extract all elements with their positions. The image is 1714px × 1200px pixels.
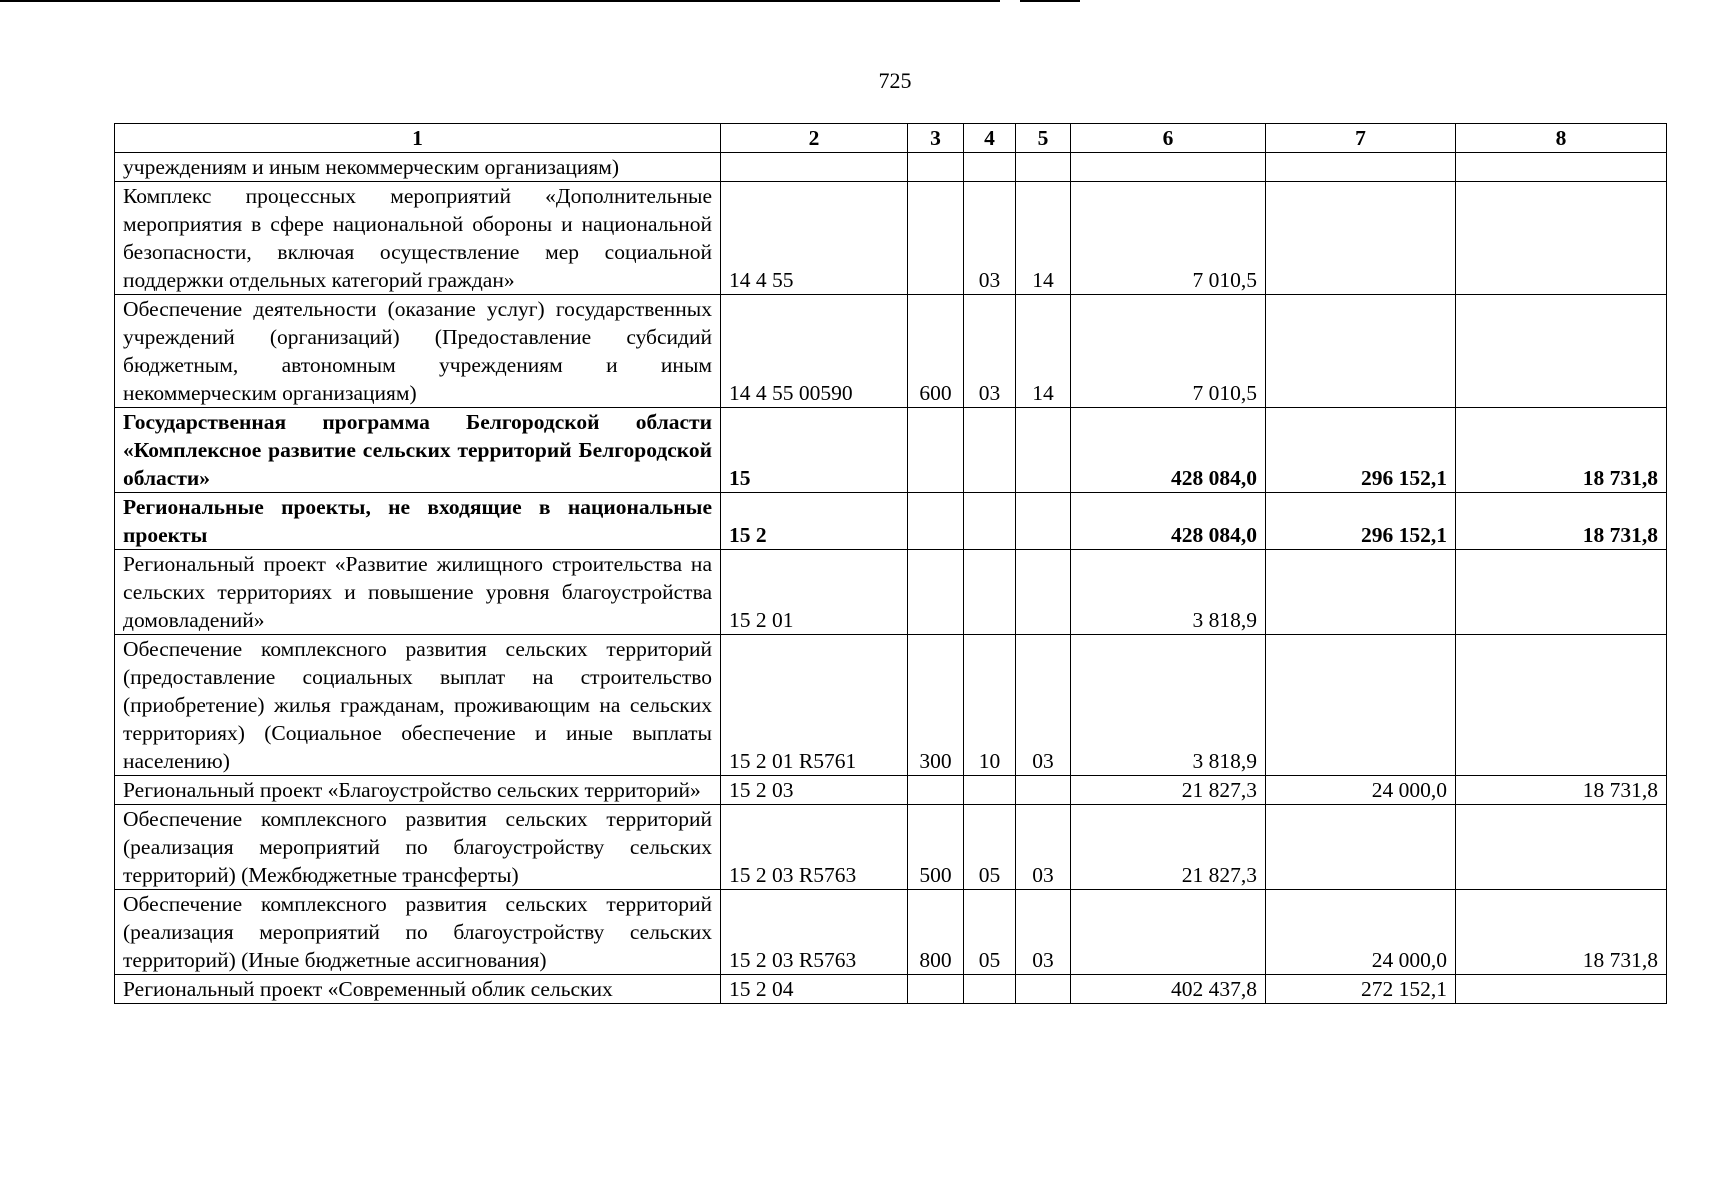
row-expense-type-cell xyxy=(908,153,964,182)
row-expense-type-cell: 600 xyxy=(908,295,964,408)
row-amount-cell: 21 827,3 xyxy=(1071,776,1266,805)
row-amount-cell xyxy=(1456,182,1667,295)
row-amount-cell: 24 000,0 xyxy=(1266,890,1456,975)
row-subsection-cell xyxy=(1016,153,1071,182)
row-section-cell: 03 xyxy=(964,182,1016,295)
row-section-cell: 05 xyxy=(964,890,1016,975)
row-amount-cell xyxy=(1266,635,1456,776)
scan-edge-line xyxy=(0,0,1000,2)
row-expense-type-cell: 300 xyxy=(908,635,964,776)
table-row xyxy=(115,153,1667,182)
row-subsection-cell xyxy=(1016,493,1071,550)
row-subsection-cell: 14 xyxy=(1016,182,1071,295)
row-section-cell xyxy=(964,408,1016,493)
row-name-cell: Обеспечение комплексного развития сельских территорий (реализация мероприятий по благоустройству сельских территорий) (Межбюджетные трансферты) xyxy=(115,805,721,890)
row-section-cell xyxy=(964,550,1016,635)
column-header: 7 xyxy=(1266,124,1456,153)
row-amount-cell: 428 084,0 xyxy=(1071,493,1266,550)
row-expense-type-cell xyxy=(908,493,964,550)
scan-edge-line xyxy=(1020,0,1080,2)
row-name-cell: Обеспечение комплексного развития сельских территорий (предоставление социальных выплат на строительство (приобретение) жилья гражданам, проживающим на сельских территориях) (Социальное обеспечение и иные выплаты населению) xyxy=(115,635,721,776)
row-expense-type-cell: 800 xyxy=(908,890,964,975)
row-section-cell: 05 xyxy=(964,805,1016,890)
row-amount-cell: 7 010,5 xyxy=(1071,295,1266,408)
row-amount-cell: 272 152,1 xyxy=(1266,975,1456,1004)
row-section-cell xyxy=(964,975,1016,1004)
row-amount-cell xyxy=(1266,153,1456,182)
row-amount-cell xyxy=(1456,153,1667,182)
row-code-cell: 15 2 01 xyxy=(721,550,908,635)
row-expense-type-cell xyxy=(908,776,964,805)
row-expense-type-cell: 500 xyxy=(908,805,964,890)
column-header: 6 xyxy=(1071,124,1266,153)
row-amount-cell: 296 152,1 xyxy=(1266,493,1456,550)
row-section-cell: 10 xyxy=(964,635,1016,776)
row-amount-cell: 3 818,9 xyxy=(1071,550,1266,635)
row-amount-cell: 24 000,0 xyxy=(1266,776,1456,805)
row-expense-type-cell xyxy=(908,408,964,493)
row-name-cell: учреждениям и иным некоммерческим организациям) xyxy=(115,153,721,182)
table-row xyxy=(115,805,1667,890)
table-row xyxy=(115,776,1667,805)
row-code-cell: 15 2 xyxy=(721,493,908,550)
row-subsection-cell xyxy=(1016,975,1071,1004)
page-number: 725 xyxy=(878,68,912,93)
row-amount-cell xyxy=(1266,550,1456,635)
row-expense-type-cell xyxy=(908,550,964,635)
row-amount-cell: 296 152,1 xyxy=(1266,408,1456,493)
row-amount-cell xyxy=(1456,550,1667,635)
row-code-cell: 15 2 04 xyxy=(721,975,908,1004)
column-header: 8 xyxy=(1456,124,1667,153)
row-amount-cell xyxy=(1456,635,1667,776)
column-header: 3 xyxy=(908,124,964,153)
table-row xyxy=(115,975,1667,1004)
row-amount-cell: 18 731,8 xyxy=(1456,493,1667,550)
row-subsection-cell: 03 xyxy=(1016,890,1071,975)
row-subsection-cell: 03 xyxy=(1016,635,1071,776)
row-name-cell: Государственная программа Белгородской области «Комплексное развитие сельских территорий Белгородской области» xyxy=(115,408,721,493)
row-code-cell xyxy=(721,153,908,182)
table-row xyxy=(115,890,1667,975)
table-row xyxy=(115,408,1667,493)
row-amount-cell: 402 437,8 xyxy=(1071,975,1266,1004)
row-amount-cell xyxy=(1266,295,1456,408)
row-code-cell: 15 2 03 xyxy=(721,776,908,805)
row-section-cell xyxy=(964,776,1016,805)
row-subsection-cell xyxy=(1016,408,1071,493)
row-section-cell xyxy=(964,153,1016,182)
row-amount-cell xyxy=(1266,805,1456,890)
row-code-cell: 15 2 03 R5763 xyxy=(721,890,908,975)
table-row xyxy=(115,295,1667,408)
table-row xyxy=(115,635,1667,776)
row-amount-cell xyxy=(1071,153,1266,182)
table-header-row xyxy=(115,124,1667,153)
row-name-cell: Обеспечение деятельности (оказание услуг) государственных учреждений (организаций) (Предоставление субсидий бюджетным, автономным учреждениям и иным некоммерческим организациям) xyxy=(115,295,721,408)
table-body xyxy=(115,153,1667,1004)
row-amount-cell: 3 818,9 xyxy=(1071,635,1266,776)
row-amount-cell: 18 731,8 xyxy=(1456,776,1667,805)
row-amount-cell xyxy=(1456,975,1667,1004)
column-header: 4 xyxy=(964,124,1016,153)
row-code-cell: 14 4 55 00590 xyxy=(721,295,908,408)
row-name-cell: Региональный проект «Развитие жилищного строительства на сельских территориях и повышение уровня благоустройства домовладений» xyxy=(115,550,721,635)
table-row xyxy=(115,493,1667,550)
column-header: 5 xyxy=(1016,124,1071,153)
table-row xyxy=(115,182,1667,295)
row-subsection-cell xyxy=(1016,550,1071,635)
row-name-cell: Региональный проект «Современный облик сельских xyxy=(115,975,721,1004)
row-amount-cell: 18 731,8 xyxy=(1456,890,1667,975)
row-amount-cell xyxy=(1456,805,1667,890)
row-code-cell: 15 xyxy=(721,408,908,493)
row-code-cell: 15 2 03 R5763 xyxy=(721,805,908,890)
column-header: 1 xyxy=(115,124,721,153)
row-amount-cell: 21 827,3 xyxy=(1071,805,1266,890)
row-amount-cell xyxy=(1266,182,1456,295)
row-amount-cell: 18 731,8 xyxy=(1456,408,1667,493)
row-name-cell: Комплекс процессных мероприятий «Дополнительные мероприятия в сфере национальной обороны и национальной безопасности, включая осуществление мер социальной поддержки отдельных категорий граждан» xyxy=(115,182,721,295)
row-name-cell: Обеспечение комплексного развития сельских территорий (реализация мероприятий по благоустройству сельских территорий) (Иные бюджетные ассигнования) xyxy=(115,890,721,975)
row-code-cell: 15 2 01 R5761 xyxy=(721,635,908,776)
row-subsection-cell xyxy=(1016,776,1071,805)
row-amount-cell xyxy=(1071,890,1266,975)
budget-table xyxy=(114,123,1667,1004)
row-expense-type-cell xyxy=(908,975,964,1004)
row-amount-cell xyxy=(1456,295,1667,408)
row-name-cell: Региональные проекты, не входящие в национальные проекты xyxy=(115,493,721,550)
row-name-cell: Региональный проект «Благоустройство сельских территорий» xyxy=(115,776,721,805)
row-section-cell: 03 xyxy=(964,295,1016,408)
column-header: 2 xyxy=(721,124,908,153)
row-expense-type-cell xyxy=(908,182,964,295)
row-subsection-cell: 03 xyxy=(1016,805,1071,890)
table-row xyxy=(115,550,1667,635)
row-section-cell xyxy=(964,493,1016,550)
row-subsection-cell: 14 xyxy=(1016,295,1071,408)
row-code-cell: 14 4 55 xyxy=(721,182,908,295)
row-amount-cell: 7 010,5 xyxy=(1071,182,1266,295)
row-amount-cell: 428 084,0 xyxy=(1071,408,1266,493)
